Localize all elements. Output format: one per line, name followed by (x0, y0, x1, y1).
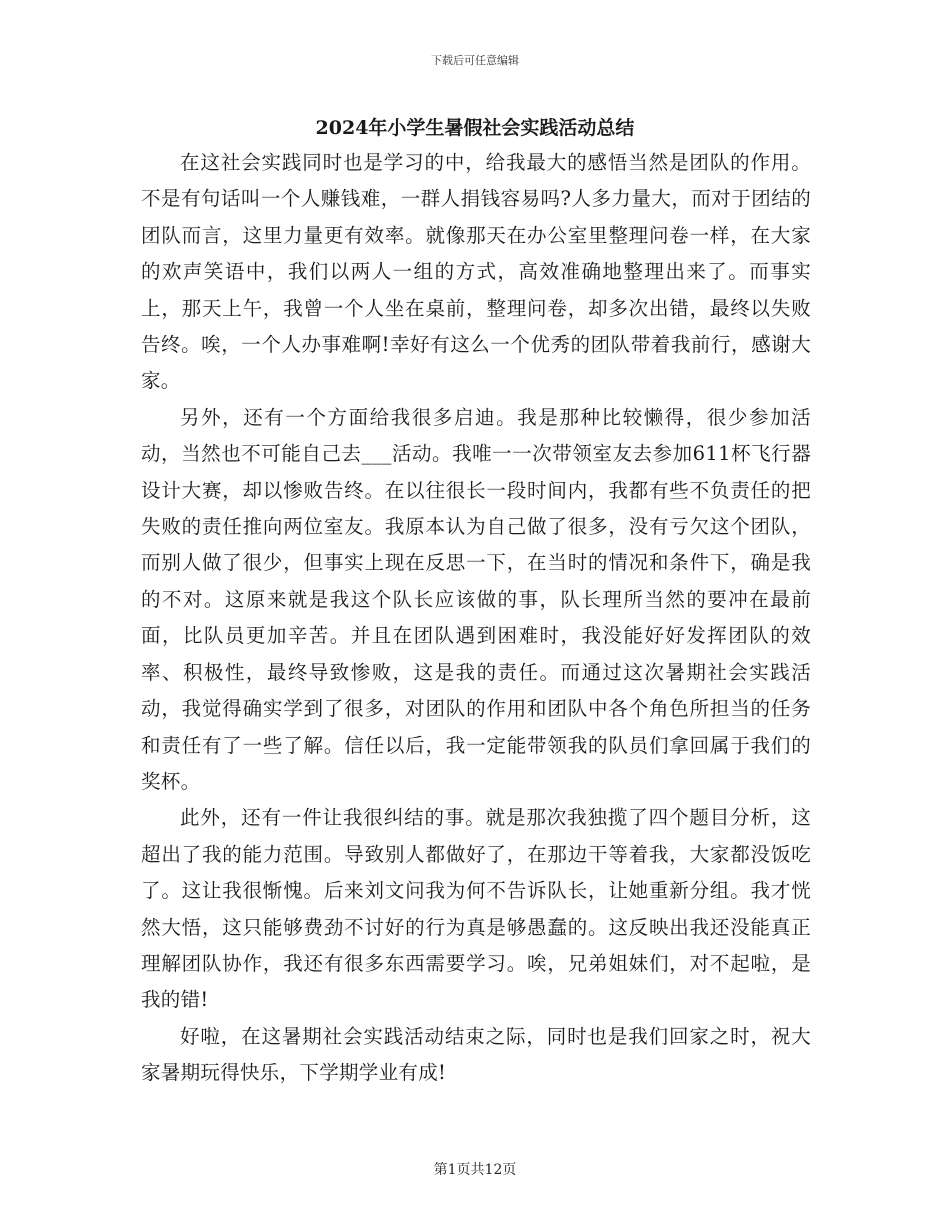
document-title: 2024年小学生暑假社会实践活动总结 (315, 117, 635, 139)
page-header: 下载后可任意编辑 (431, 54, 519, 67)
document-body (141, 145, 811, 1092)
page-footer: 第1页共12页 (433, 1162, 517, 1178)
paragraph: 好啦，在这暑期社会实践活动结束之际，同时也是我们回家之时，祝大家暑期玩得快乐，下学期学业有成! (141, 1024, 811, 1085)
paragraph: 另外，还有一个方面给我很多启迪。我是那种比较懒得，很少参加活动，当然也不可能自己去___活动。我唯一一次带领室友去参加611杯飞行器设计大赛，却以惨败告终。在以往很长一段时间内，我都有些不负责任的把失败的责任推向两位室友。我原本认为自己做了很多，没有亏欠这个团队，而别人做了很少，但事实上现在反思一下，在当时的情况和条件下，确是我的不对。这原来就是我这个队长应该做的事，队长理所当然的要冲在最前面，比队员更加辛苦。并且在团队遇到困难时，我没能好好发挥团队的效率、积极性，最终导致惨败，这是我的责任。而通过这次暑期社会实践活动，我觉得确实学到了很多，对团队的作用和团队中各个角色所担当的任务和责任有了一些了解。信任以后，我一定能带领我的队员们拿回属于我们的奖杯。 (141, 405, 811, 793)
paragraph: 此外，还有一件让我很纠结的事。就是那次我独揽了四个题目分析，这超出了我的能力范围。导致别人都做好了，在那边干等着我，大家都没饭吃了。这让我很惭愧。后来刘文问我为何不告诉队长，让她重新分组。我才恍然大悟，这只能够费劲不讨好的行为真是够愚蠢的。这反映出我还没能真正理解团队协作，我还有很多东西需要学习。唉，兄弟姐妹们，对不起啦，是我的错! (141, 806, 811, 1012)
paragraph: 在这社会实践同时也是学习的中，给我最大的感悟当然是团队的作用。不是有句话叫一个人赚钱难，一群人捐钱容易吗?人多力量大，而对于团结的团队而言，这里力量更有效率。就像那天在办公室里整理问卷一样，在大家的欢声笑语中，我们以两人一组的方式，高效准确地整理出来了。而事实上，那天上午，我曾一个人坐在桌前，整理问卷，却多次出错，最终以失败告终。唉，一个人办事难啊!幸好有这么一个优秀的团队带着我前行，感谢大家。 (141, 151, 811, 393)
